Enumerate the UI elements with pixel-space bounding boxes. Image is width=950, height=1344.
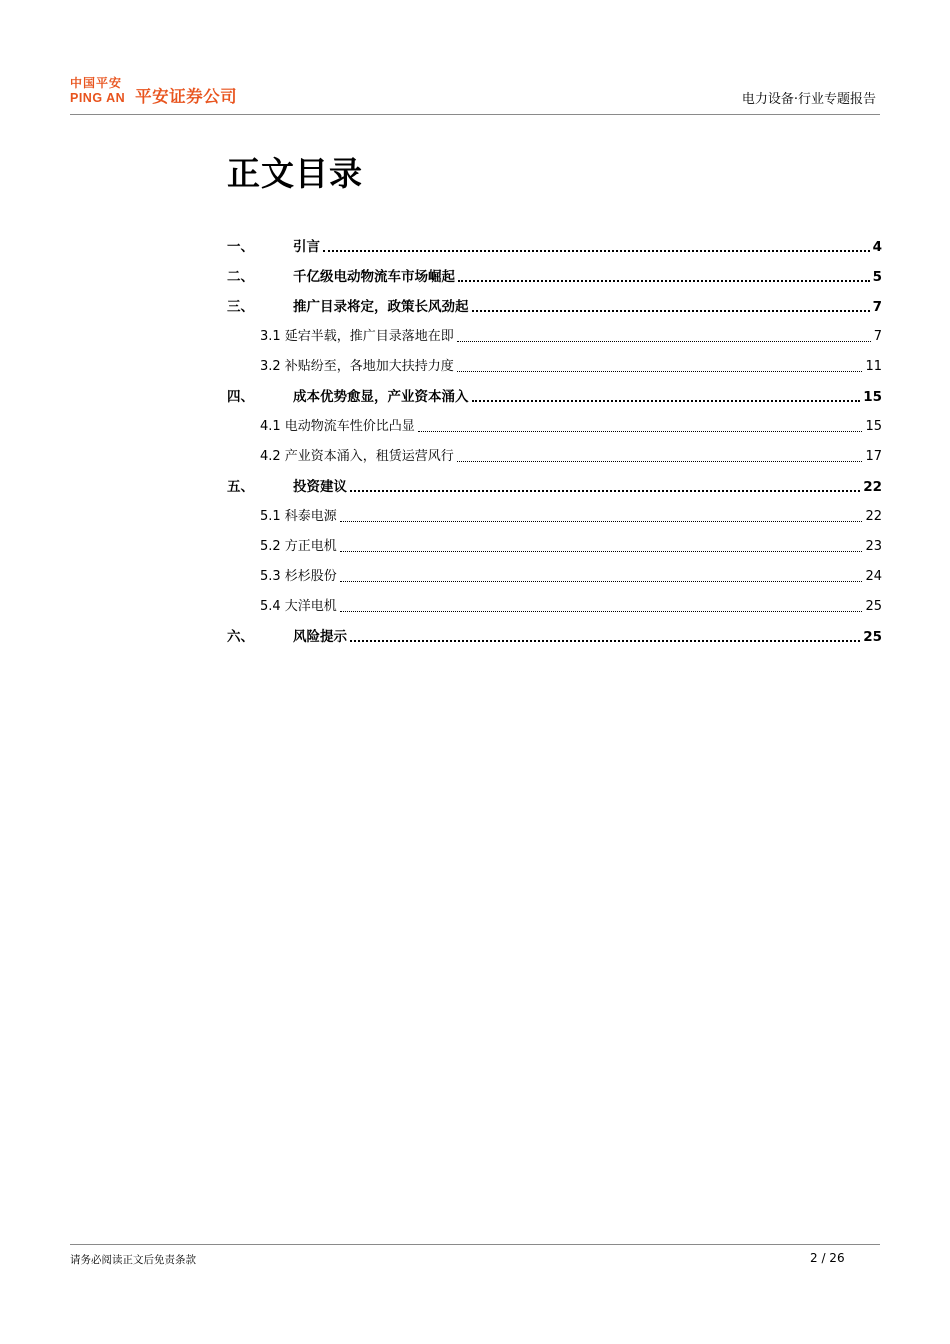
toc-subentry-page: 24 [865,569,882,584]
toc-subentry-page: 7 [873,329,882,344]
toc-entry-page: 22 [863,479,882,495]
toc-entry-number: 四、 [227,389,254,405]
toc-entry-page: 7 [872,299,882,315]
toc-subentry-number: 4.2 [260,449,281,464]
logo-english-text: PING AN [70,91,126,106]
toc-subentry-number: 5.4 [260,599,281,614]
toc-entry-page: 25 [863,629,882,645]
toc-entry-label: 千亿级电动物流车市场崛起 [293,269,455,285]
toc-subentry-label: 杉杉股份 [284,569,337,584]
header-divider [70,114,880,115]
toc-dot-leader [323,250,870,252]
report-type: 电力设备·行业专题报告 [741,92,876,107]
toc-subentry-number: 5.1 [260,509,281,524]
toc-subentry-page: 25 [865,599,882,614]
toc-entry-label: 推广目录将定，政策长风劲起 [293,299,469,315]
logo-chinese-text: 中国平安 [70,76,123,91]
page-header [70,74,880,114]
toc-subentry[interactable] [227,437,882,467]
toc-dot-leader [457,341,871,342]
toc-subentry-label: 产业资本涌入，租赁运营风行 [284,449,454,464]
toc-entry-number: 三、 [227,299,254,315]
toc-dot-leader [418,431,863,432]
disclaimer-note: 请务必阅读正文后免责条款 [70,1254,196,1266]
toc-dot-leader [340,581,863,582]
toc-subentry-label: 电动物流车性价比凸显 [284,419,415,434]
toc-subentry[interactable] [227,347,882,377]
toc-entry[interactable] [227,617,882,647]
toc-dot-leader [457,461,863,462]
toc-dot-leader [340,551,863,552]
toc-entry[interactable] [227,467,882,497]
toc-dot-leader [458,280,870,282]
toc-dot-leader [350,640,860,642]
toc-title: 正文目录 [227,154,363,193]
table-of-contents [227,227,882,647]
toc-entry[interactable] [227,287,882,317]
toc-subentry-label: 延宕半载，推广目录落地在即 [284,329,454,344]
toc-entry-label: 成本优势愈显，产业资本涌入 [293,389,469,405]
toc-entry-number: 一、 [227,239,254,255]
toc-entry-number: 六、 [227,629,254,645]
toc-subentry-label: 科泰电源 [284,509,337,524]
logo-mark [70,77,125,105]
toc-entry-page: 15 [863,389,882,405]
toc-entry-page: 5 [872,269,882,285]
toc-subentry[interactable] [227,497,882,527]
toc-subentry-number: 5.3 [260,569,281,584]
toc-subentry[interactable] [227,557,882,587]
toc-entry-label: 风险提示 [293,629,347,645]
toc-subentry-page: 15 [865,419,882,434]
toc-dot-leader [472,310,870,312]
toc-subentry-page: 17 [865,449,882,464]
toc-entry-label: 引言 [293,239,320,255]
toc-entry[interactable] [227,227,882,257]
toc-subentry-label: 补贴纷至，各地加大扶持力度 [284,359,454,374]
toc-subentry[interactable] [227,317,882,347]
toc-subentry-page: 11 [865,359,882,374]
page-number: 2 / 26 [810,1251,845,1265]
toc-dot-leader [340,611,863,612]
toc-entry-label: 投资建议 [293,479,347,495]
toc-subentry-number: 5.2 [260,539,281,554]
toc-subentry-number: 3.2 [260,359,281,374]
toc-entry[interactable] [227,377,882,407]
toc-entry[interactable] [227,257,882,287]
toc-subentry-number: 3.1 [260,329,281,344]
toc-subentry-label: 大洋电机 [284,599,337,614]
toc-subentry-page: 23 [865,539,882,554]
toc-entry-number: 五、 [227,479,254,495]
toc-subentry-number: 4.1 [260,419,281,434]
company-name: 平安证券公司 [135,87,238,106]
toc-dot-leader [350,490,860,492]
toc-entry-page: 4 [872,239,882,255]
toc-dot-leader [457,371,863,372]
toc-subentry-page: 22 [865,509,882,524]
toc-subentry[interactable] [227,587,882,617]
toc-subentry[interactable] [227,407,882,437]
toc-dot-leader [340,521,863,522]
footer-divider [70,1244,880,1245]
toc-entry-number: 二、 [227,269,254,285]
ping-an-logo [70,74,237,108]
toc-subentry-label: 方正电机 [284,539,337,554]
toc-subentry[interactable] [227,527,882,557]
toc-dot-leader [472,400,861,402]
